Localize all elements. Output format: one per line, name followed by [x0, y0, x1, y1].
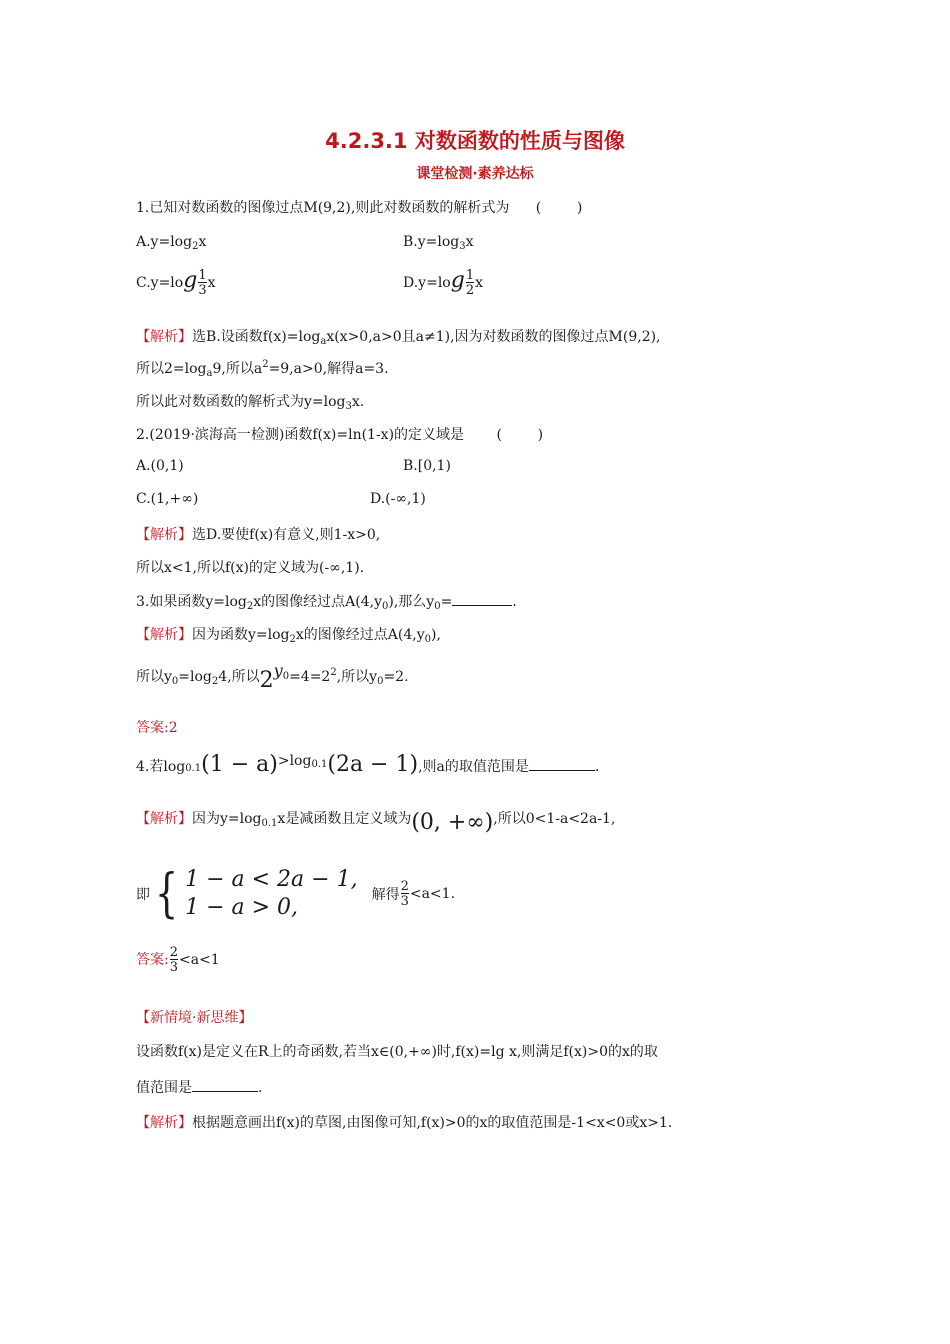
- q1-answer-paren: ( ): [535, 200, 583, 216]
- new-stem-line-1: 设函数f(x)是定义在R上的奇函数,若当x∈(0,+∞)时,f(x)=lg x,则满足f(x)>0的x的取: [136, 1044, 658, 1060]
- fraction-one-half: $\frac{1}{2}$: [465, 268, 475, 298]
- page-title: 4.2.3.1 对数函数的性质与图像: [325, 129, 625, 153]
- jiexi-tag: 【解析】: [136, 329, 192, 345]
- q4-answer-blank: [529, 770, 595, 771]
- new-solution: 【解析】根据题意画出f(x)的草图,由图像可知,f(x)>0的x的取值范围是-1<x<0或x>1.: [136, 1115, 673, 1131]
- q2-option-c: C.(1,+∞): [136, 491, 199, 507]
- new-answer-blank: [192, 1091, 258, 1092]
- q2-answer-paren: ( ): [496, 427, 544, 443]
- fraction-two-thirds: $\frac{2}{3}$: [169, 945, 178, 975]
- q3-solution-line-2: 所以$y_0=\log_24$,所以$2y^0=4=2^2$,所以$y_0=2$.: [136, 661, 409, 693]
- jiexi-tag: 【解析】: [136, 811, 192, 827]
- q4-solution-line-1: 【解析】因为$y=\log_{0.1}x$是减函数且定义域为(0, +∞),所以0<1-a<2a-1,: [136, 810, 616, 835]
- q1-option-c: C.y=log $\frac{1}{3}$ x: [136, 268, 216, 298]
- q4-answer: 答案: $\frac{2}{3}$ <a<1: [136, 945, 220, 975]
- q1-option-b: $B.y=\log_3x$: [403, 234, 474, 252]
- q3-solution-line-1: 【解析】因为函数$y=\log_2x$的图像经过点$A(4,y_0)$,: [136, 627, 441, 645]
- q1-option-a: $A.y=\log_2x$: [136, 234, 207, 252]
- q1-solution-line-1: 【解析】选B.设函数$f(x)=\log_ax(x>0,a>0$且a≠1),因为对数函数的图像过点M(9,2),: [136, 329, 661, 347]
- q1-option-d: D.y=log $\frac{1}{2}$ x: [403, 268, 484, 298]
- left-brace: {: [154, 864, 179, 924]
- q3-stem: 3.如果函数$y=\log_2x$的图像经过点$A(4,y_0)$,那么$y_0=$ .: [136, 594, 517, 612]
- jiexi-tag: 【解析】: [136, 627, 192, 643]
- q2-stem: 2.(2019·滨海高一检测)函数f(x)=ln(1-x)的定义域是 ( ): [136, 427, 544, 443]
- new-stem-line-2: 值范围是 .: [136, 1080, 263, 1096]
- q2-solution-line-1: 【解析】选D.要使f(x)有意义,则1-x>0,: [136, 527, 381, 543]
- q1-stem: 1.已知对数函数的图像过点M(9,2),则此对数函数的解析式为 ( ): [136, 200, 583, 216]
- jiexi-tag: 【解析】: [136, 1115, 192, 1131]
- new-scenario-tag: 【新情境·新思维】: [136, 1010, 253, 1026]
- page-subtitle: 课堂检测·素养达标: [416, 166, 534, 182]
- q2-solution-line-2: 所以x<1,所以f(x)的定义域为(-∞,1).: [136, 560, 365, 576]
- fraction-two-thirds: $\frac{2}{3}$: [400, 879, 409, 909]
- jiexi-tag: 【解析】: [136, 527, 192, 543]
- inequality-system: 1 − a < 2a − 1, 1 − a > 0,: [185, 867, 358, 920]
- fraction-one-third: $\frac{1}{3}$: [198, 268, 207, 298]
- q1-solution-line-2: 所以$2=\log_a9$,所以$a^2=9,a>0$,解得a=3.: [136, 359, 389, 379]
- q2-option-a: A.(0,1): [136, 458, 184, 474]
- q3-answer-blank: [452, 605, 512, 606]
- q2-option-b: B.[0,1): [403, 458, 451, 474]
- q1-solution-line-3: 所以此对数函数的解析式为$y=\log_3x$.: [136, 394, 365, 412]
- q4-stem: 4.若$\log 0.1(1 - a)>\log^{0.1}(2a - 1)$,则a的取值范围是 .: [136, 752, 600, 777]
- q3-answer: 答案:2: [136, 720, 178, 736]
- q2-option-d: D.(-∞,1): [370, 491, 426, 507]
- q4-solution-line-2: 即 { 1 − a < 2a − 1, 1 − a > 0, 解得 $\frac{2}{3}$ <a<1.: [136, 864, 456, 924]
